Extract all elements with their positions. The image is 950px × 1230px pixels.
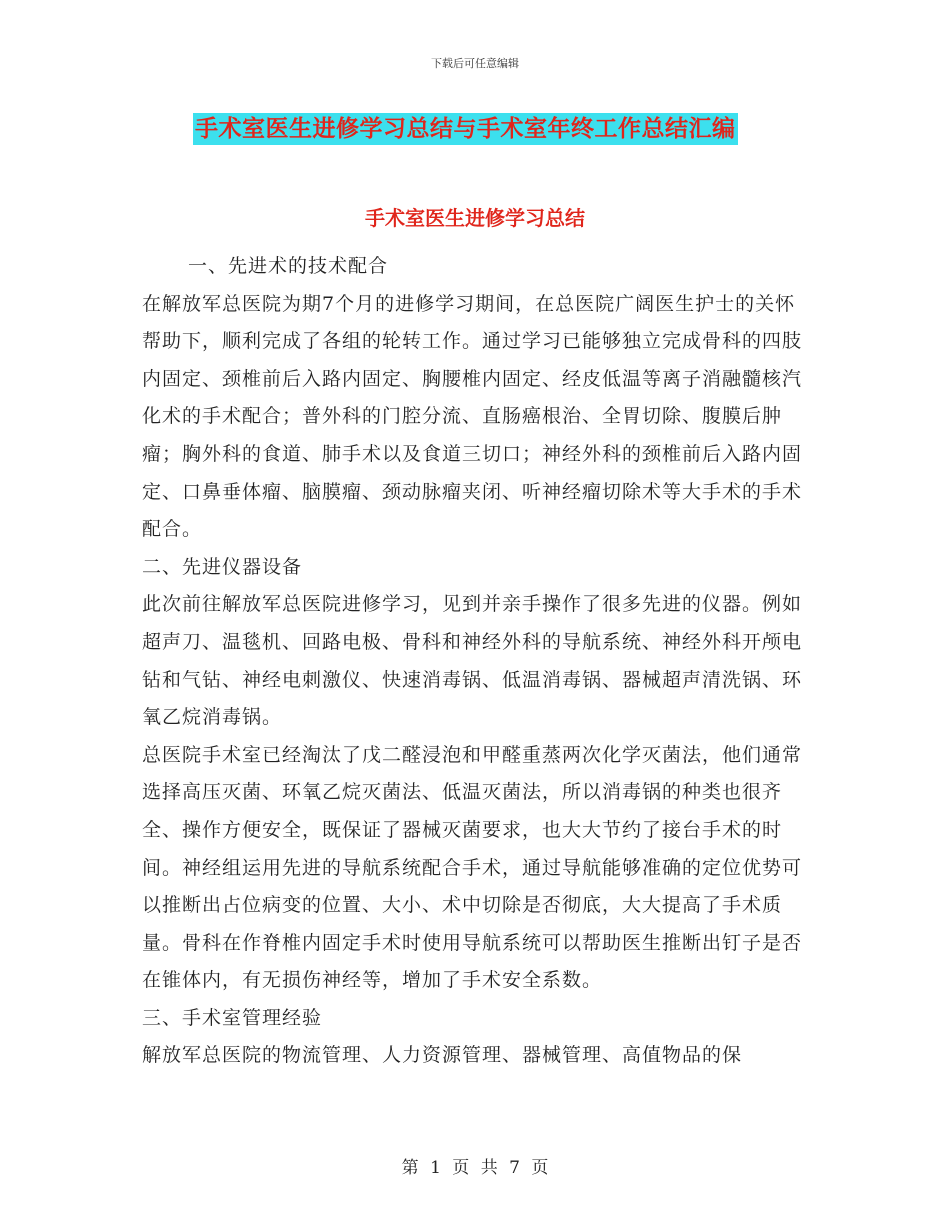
page-footer: 第 1 页 共 7 页	[401, 1158, 549, 1178]
paragraph-1: 在解放军总医院为期7个月的进修学习期间，在总医院广阔医生护士的关怀帮助下，顺利完成了各组的轮转工作。通过学习已能够独立完成骨科的四肢内固定、颈椎前后入路内固定、胸腰椎内固定、经皮低温等离子消融髓核汽化术的手术配合；普外科的门腔分流、直肠癌根治、全胃切除、腹膜后肿瘤；胸外科的食道、肺手术以及食道三切口；神经外科的颈椎前后入路内固定、口鼻垂体瘤、脑膜瘤、颈动脉瘤夹闭、听神经瘤切除术等大手术的手术配合。	[142, 292, 803, 541]
paragraph-3: 总医院手术室已经淘汰了戊二醛浸泡和甲醛重蒸两次化学灭菌法，他们通常选择高压灭菌、环氧乙烷灭菌法、低温灭菌法，所以消毒锅的种类也很齐全、操作方便安全，既保证了器械灭菌要求，也大大节约了接台手术的时间。神经组运用先进的导航系统配合手术，通过导航能够准确的定位优势可以推断出占位病变的位置、大小、术中切除是否彻底，大大提高了手术质量。骨科在作脊椎内固定手术时使用导航系统可以帮助医生推断出钉子是否在锥体内，有无损伤神经等，增加了手术安全系数。	[142, 743, 803, 992]
paragraph-2: 此次前往解放军总医院进修学习，见到并亲手操作了很多先进的仪器。例如超声刀、温毯机、回路电极、骨科和神经外科的导航系统、神经外科开颅电钻和气钻、神经电刺激仪、快速消毒锅、低温消毒锅、器械超声清洗锅、环氧乙烷消毒锅。	[142, 593, 803, 729]
document-main-title: 手术室医生进修学习总结与手术室年终工作总结汇编	[193, 113, 738, 145]
header-note: 下载后可任意编辑	[431, 57, 519, 70]
heading-section-3: 三、手术室管理经验	[142, 1006, 323, 1029]
heading-section-2: 二、先进仪器设备	[142, 555, 303, 578]
heading-section-1: 一、先进术的技术配合	[188, 255, 389, 277]
paragraph-4: 解放军总医院的物流管理、人力资源管理、器械管理、高值物品的保	[142, 1044, 743, 1067]
document-body	[142, 248, 802, 1075]
section-title: 手术室医生进修学习总结	[365, 206, 585, 230]
